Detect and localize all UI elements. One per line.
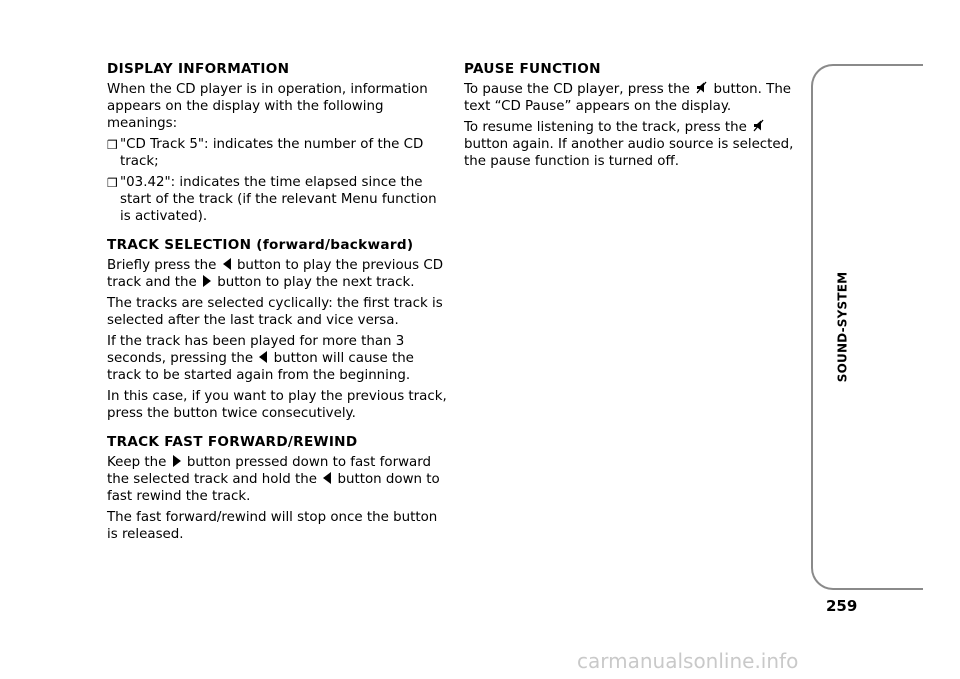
text-run: button again. If another audio source is selected, the pause function is turned off. — [464, 137, 794, 169]
text-run: Briefly press the — [107, 258, 217, 273]
checkbox-bullet-icon: ❒ — [107, 138, 118, 152]
checkbox-bullet-icon: ❒ — [107, 176, 118, 190]
page-number: 259 — [826, 597, 858, 615]
next-triangle-icon — [203, 275, 211, 287]
fast-forward-heading: TRACK FAST FORWARD/REWIND — [107, 434, 358, 450]
section-tab — [811, 64, 923, 590]
text-run: button to play the next track. — [217, 275, 415, 290]
track-selection-heading: TRACK SELECTION (forward/backward) — [107, 237, 414, 253]
track-selection-paragraph — [107, 257, 447, 291]
right-column — [464, 60, 804, 174]
bullet-item — [107, 136, 447, 170]
display-intro: When the CD player is in operation, information appears on the display with the following meanings: — [107, 82, 428, 131]
pause-paragraph — [464, 81, 804, 115]
fast-forward-paragraph — [107, 454, 447, 505]
bullet-item — [107, 174, 447, 225]
resume-paragraph — [464, 119, 804, 170]
text-run: button will cause the track to be started again from the beginning. — [107, 351, 414, 383]
previous-triangle-icon — [323, 472, 331, 484]
text-run: button down to fast rewind the track. — [107, 472, 440, 504]
display-information-heading: DISPLAY INFORMATION — [107, 61, 290, 77]
watermark: carmanualsonline.info — [577, 649, 799, 673]
text-run: To resume listening to the track, press the — [464, 120, 747, 135]
previous-triangle-icon — [223, 258, 231, 270]
fast-forward-stop-paragraph: The fast forward/rewind will stop once the button is released. — [107, 510, 438, 542]
text-run: If the track has been played for more than 3 seconds, pressing the — [107, 334, 405, 366]
track-cyclic-paragraph: The tracks are selected cyclically: the first track is selected after the last track and vice versa. — [107, 296, 443, 328]
left-column — [107, 60, 447, 547]
mute-icon — [696, 81, 707, 94]
section-tab-label — [833, 272, 851, 382]
text-run: button. The text “CD Pause” appears on the display. — [464, 82, 792, 114]
text-run: To pause the CD player, press the — [464, 82, 690, 97]
track-restart-paragraph — [107, 333, 447, 384]
previous-triangle-icon — [259, 351, 267, 363]
text-run: button to play the previous CD track and the — [107, 258, 444, 290]
bullet-text: "CD Track 5": indicates the number of the CD track; — [120, 137, 424, 169]
pause-function-heading: PAUSE FUNCTION — [464, 61, 601, 77]
text-run: Keep the — [107, 455, 167, 470]
mute-icon — [753, 119, 764, 132]
text-run: button pressed down to fast forward the selected track and hold the — [107, 455, 432, 487]
track-previous-paragraph: In this case, if you want to play the previous track, press the button twice consecutively. — [107, 389, 447, 421]
section-tab-text: SOUND-SYSTEM — [835, 271, 849, 383]
bullet-text: "03.42": indicates the time elapsed since the start of the track (if the relevant Menu function is activated). — [120, 175, 437, 224]
next-triangle-icon — [173, 455, 181, 467]
